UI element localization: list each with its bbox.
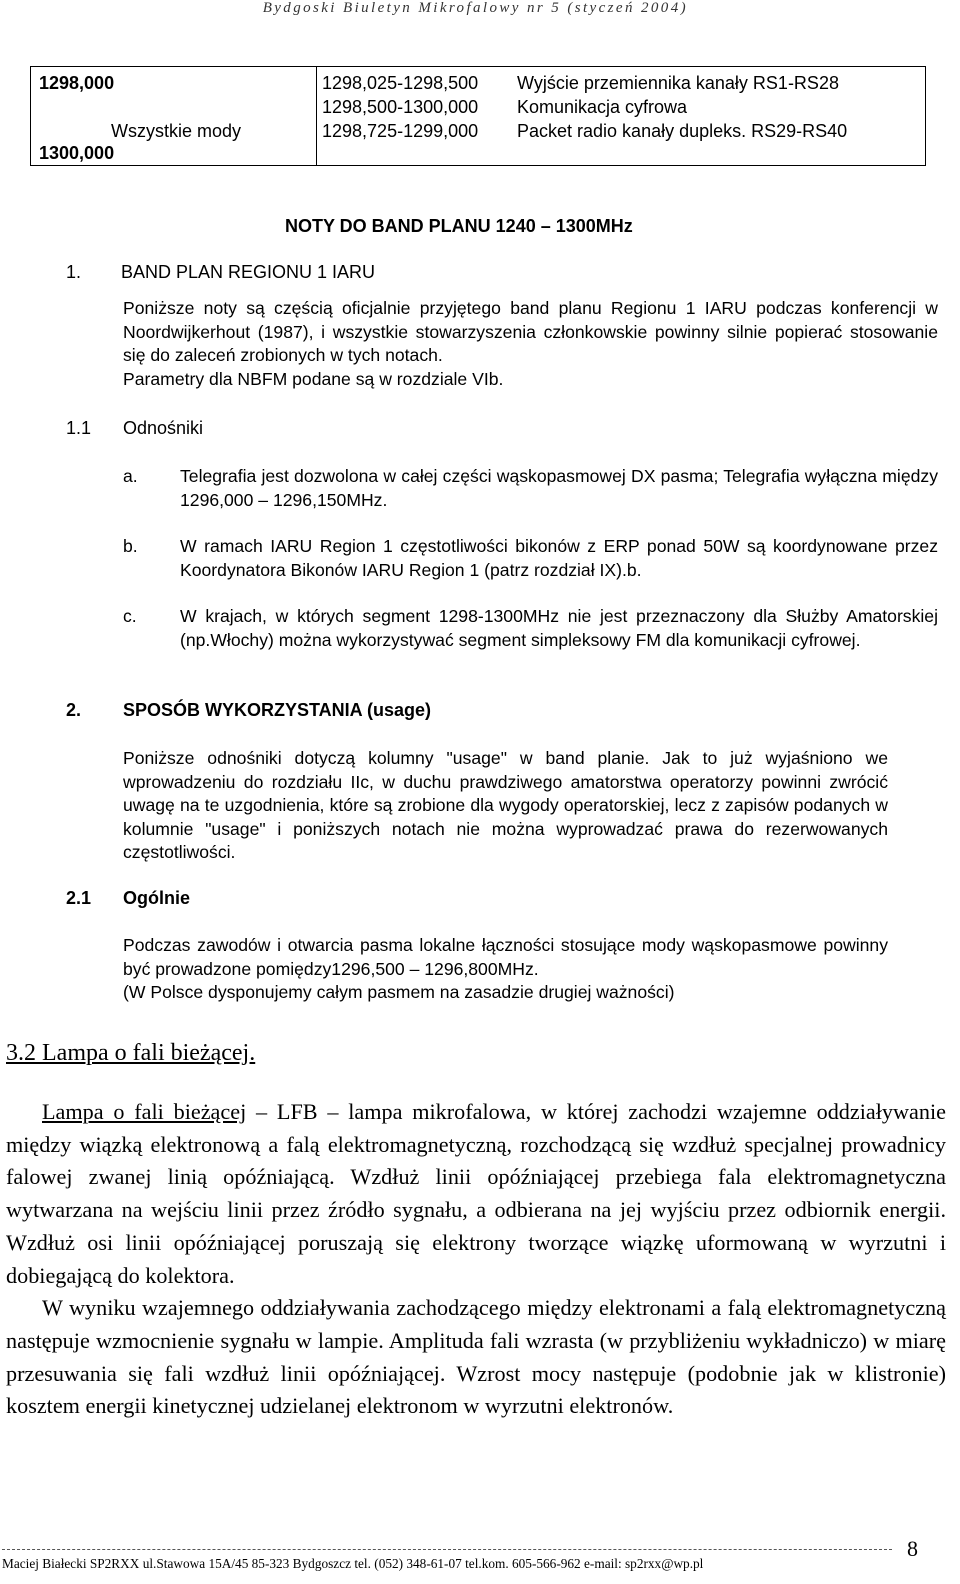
- mode-cell: Wszystkie mody: [111, 121, 242, 141]
- list-item-text: W ramach IARU Region 1 częstotliwości bikonów z ERP ponad 50W są koordynowane przez Koordynatora Bikonów IARU Region 1 (patrz rozdział IX).b.: [180, 536, 938, 580]
- section-3-2-paragraph-1: [6, 1096, 946, 1292]
- section-3-2-paragraph-1-text: – LFB – lampa mikrofalowa, w której zachodzi wzajemne oddziaływanie między wiązką elektronową a falą elektromagnetyczną, rozchodzącą się wzdłuż specjalnej prowadnicy falowej zwanej linią opóźniającą. Wzdłuż linii opóźniającej przebiega fala elektromagnetyczna wytwarzana na wejściu linii przez źródło sygnału, a odbierana na jej wyjściu przez odbiornik energii. Wzdłuż osi linii opóźniającej poruszają się elektrony tworzące wiązkę uformowaną w wyrzutni i dobiegającą do kolektora.: [6, 1099, 946, 1288]
- list-item-marker: c.: [123, 606, 137, 626]
- section-2-1-paragraph-2: (W Polsce dysponujemy całym pasmem na zasadzie drugiej ważności): [123, 982, 675, 1002]
- table-row-range: 1298,025-1298,500: [322, 73, 479, 93]
- list-item-text: W krajach, w których segment 1298-1300MHz nie jest przeznaczony dla Służby Amatorskiej (np.Włochy) można wykorzystywać segment simpleksowy FM dla komunikacji cyfrowej.: [180, 606, 938, 650]
- section-3-2-paragraph-2: W wyniku wzajemnego oddziaływania zachodzącego między elektronami a falą elektromagnetyczną następuje wzmocnienie sygnału w lampie. Amplituda fali wzrasta (w przybliżeniu wykładniczo) w miarę przesuwania się fali wzdłuż linii opóźniającej. Wzrost mocy następuje (podobnie jak w klistronie) kosztem energii kinetycznej udzielanej elektronom w wyrzutni elektronów.: [6, 1295, 946, 1419]
- table-row-desc: Packet radio kanały dupleks. RS29-RS40: [517, 121, 848, 141]
- section-3-2-body: [6, 1096, 946, 1423]
- table-row-desc: Komunikacja cyfrowa: [517, 97, 688, 117]
- term-lfb: Lampa o fali bieżącej: [42, 1099, 247, 1124]
- section-1-number: 1.: [66, 262, 82, 282]
- section-3-2-heading: 3.2 Lampa o fali bieżącej.: [6, 1040, 256, 1066]
- section-1-1-number: 1.1: [66, 418, 92, 438]
- band-plan-table: [30, 66, 926, 166]
- table-column-divider: [316, 67, 317, 165]
- section-1-body: [123, 297, 938, 391]
- table-row-range: 1298,725-1299,000: [322, 121, 479, 141]
- list-item-text: Telegrafia jest dozwolona w całej części wąskopasmowej DX pasma; Telegrafia wyłączna między 1296,000 – 1296,150MHz.: [180, 466, 938, 510]
- page-number: 8: [907, 1536, 918, 1561]
- section-2-body: [123, 747, 888, 865]
- section-2-1-number: 2.1: [66, 888, 92, 908]
- section-1-1-title: Odnośniki: [123, 418, 204, 438]
- section-1-paragraph-2: Parametry dla NBFM podane są w rozdziale VIb.: [123, 368, 504, 389]
- table-row-desc: Wyjście przemiennika kanały RS1-RS28: [517, 73, 839, 93]
- footer-contact: Maciej Białecki SP2RXX ul.Stawowa 15A/45 85-323 Bydgoszcz tel. (052) 348-61-07 tel.kom. 605-566-962 e-mail: sp2rxx@wp.pl: [2, 1556, 704, 1571]
- table-row-range: 1298,500-1300,000: [322, 97, 479, 117]
- section-2-title: SPOSÓB WYKORZYSTANIA (usage): [123, 700, 432, 720]
- section-2-number: 2.: [66, 700, 82, 720]
- range-end: 1300,000: [39, 143, 115, 163]
- section-2-1-title: Ogólnie: [123, 888, 190, 908]
- list-item-marker: b.: [123, 536, 138, 556]
- range-start: 1298,000: [39, 73, 115, 93]
- notes-title: NOTY DO BAND PLANU 1240 – 1300MHz: [285, 216, 633, 236]
- section-1-paragraph: Poniższe noty są częścią oficjalnie przyjętego band planu Regionu 1 IARU podczas konferencji w Noordwijkerhout (1987), i wszystkie stowarzyszenia członkowskie powinny silnie popierać stosowanie się do zaleceń zrobionych w tych notach.: [123, 298, 938, 365]
- section-2-1-paragraph: Podczas zawodów i otwarcia pasma lokalne łączności stosujące mody wąskopasmowe powinny być prowadzone pomiędzy1296,500 – 1296,800MHz.: [123, 935, 888, 979]
- running-header: Bydgoski Biuletyn Mikrofalowy nr 5 (styczeń 2004): [262, 0, 688, 16]
- section-1-title: BAND PLAN REGIONU 1 IARU: [121, 262, 376, 282]
- footer-divider: [2, 1549, 892, 1550]
- section-2-paragraph: Poniższe odnośniki dotyczą kolumny "usage" w band planie. Jak to już wyjaśniono we wprowadzeniu do rozdziału IIc, w duchu prawdziwego amatorstwa operatorzy powinni zwrócić uwagę na te uzgodnienia, które są zrobione dla wygody operatorskiej, lecz z zapisów podanych w kolumnie "usage" i poniższych notach nie można wyprowadzać prawa do rezerwowanych częstotliwości.: [123, 748, 888, 862]
- section-2-1-body: [123, 934, 888, 1005]
- list-item-marker: a.: [123, 466, 138, 486]
